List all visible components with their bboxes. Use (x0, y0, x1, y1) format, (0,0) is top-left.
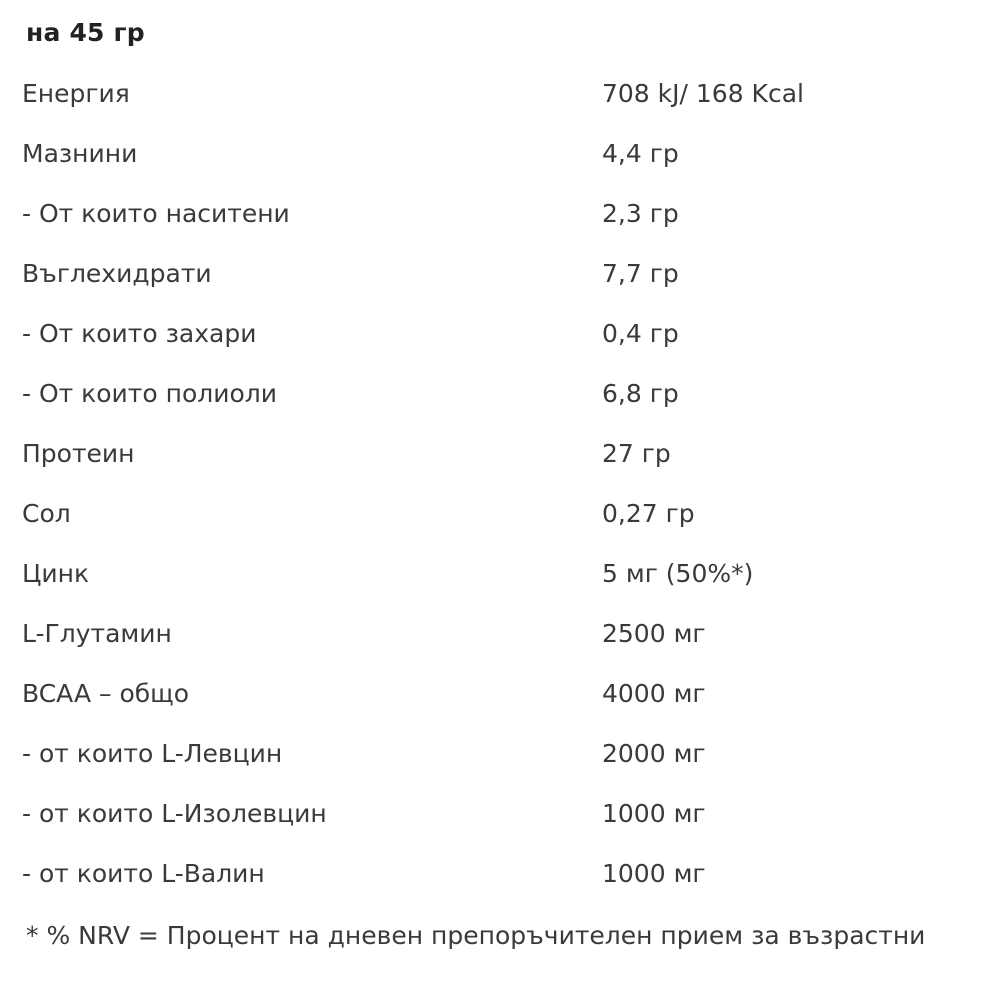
nutrient-value: 6,8 гр (602, 378, 679, 408)
serving-size-heading: на 45 гр (26, 18, 145, 47)
table-row (22, 63, 1000, 123)
table-row (22, 123, 1000, 183)
nutrient-value: 2,3 гр (602, 198, 679, 228)
nutrient-name: Мазнини (22, 138, 138, 168)
nrv-footnote: * % NRV = Процент на дневен препоръчителен прием за възрастни (26, 921, 926, 950)
nutrient-value: 4000 мг (602, 678, 706, 708)
nutrient-value: 1000 мг (602, 858, 706, 888)
nutrient-name: Цинк (22, 558, 90, 588)
nutrient-value: 27 гр (602, 438, 671, 468)
table-row (22, 783, 1000, 843)
table-row (22, 363, 1000, 423)
nutrient-value: 2500 мг (602, 618, 706, 648)
table-row (22, 843, 1000, 903)
nutrient-name: Протеин (22, 438, 135, 468)
table-row (22, 663, 1000, 723)
nutrient-name: - от които L-Левцин (22, 738, 283, 768)
nutrient-name: - От които полиоли (22, 378, 277, 408)
nutrient-value: 7,7 гр (602, 258, 679, 288)
table-row (22, 423, 1000, 483)
nutrient-name: Сол (22, 498, 71, 528)
nutrient-value: 2000 мг (602, 738, 706, 768)
nutrient-name: - от които L-Изолевцин (22, 798, 327, 828)
table-row (22, 303, 1000, 363)
nutrient-value: 0,4 гр (602, 318, 679, 348)
nutrient-value: 1000 мг (602, 798, 706, 828)
table-row (22, 603, 1000, 663)
table-row (22, 543, 1000, 603)
nutrient-value: 0,27 гр (602, 498, 695, 528)
nutrient-name: BCAA – общо (22, 678, 190, 708)
table-row (22, 183, 1000, 243)
nutrient-name: Енергия (22, 78, 130, 108)
nutrient-name: - От които наситени (22, 198, 290, 228)
nutrient-value: 708 kJ/ 168 Kcal (602, 78, 804, 108)
nutrient-name: Въглехидрати (22, 258, 212, 288)
nutrient-name: L-Глутамин (22, 618, 172, 648)
table-row (22, 483, 1000, 543)
table-row (22, 723, 1000, 783)
nutrient-name: - От които захари (22, 318, 257, 348)
nutrient-value: 5 мг (50%*) (602, 558, 754, 588)
table-row (22, 243, 1000, 303)
nutrition-table (22, 63, 1000, 903)
nutrient-value: 4,4 гр (602, 138, 679, 168)
nutrient-name: - от които L-Валин (22, 858, 265, 888)
